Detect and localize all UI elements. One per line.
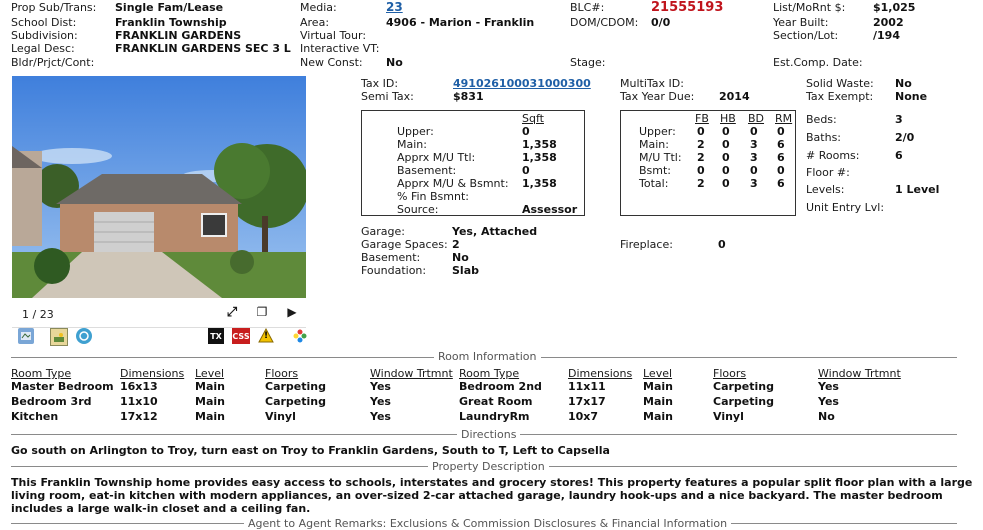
media-link[interactable]: 23	[386, 0, 403, 14]
year-built-label: Year Built:	[773, 16, 829, 29]
prop-sub-label: Prop Sub/Trans:	[11, 1, 97, 14]
sqft-mu-total-label: Apprx M/U Ttl:	[397, 151, 476, 164]
room-right-1-window: Yes	[818, 395, 839, 408]
room-left-0-window: Yes	[370, 380, 391, 393]
tx-icon[interactable]: TX	[208, 328, 224, 344]
room-right-2-window: No	[818, 410, 835, 423]
photo-icon-glyph	[53, 331, 65, 343]
room-left-2-dim: 17x12	[120, 410, 158, 423]
sqft-upper-value: 0	[522, 125, 530, 138]
room-left-1-type: Bedroom 3rd	[11, 395, 92, 408]
media-label: Media:	[300, 1, 337, 14]
room-left-1-window: Yes	[370, 395, 391, 408]
legal-value: FRANKLIN GARDENS SEC 3 L	[115, 42, 291, 55]
copy-icon[interactable]: ❐	[256, 305, 268, 319]
stage-label: Stage:	[570, 56, 606, 69]
garage-value: Yes, Attached	[452, 225, 538, 238]
legal-label: Legal Desc:	[11, 42, 75, 55]
grid-bsmt-bd: 0	[750, 164, 758, 177]
rooms-left-header-dim: Dimensions	[120, 367, 185, 380]
sqft-header: Sqft	[522, 112, 544, 125]
tax-id-link[interactable]: 491026100031000300	[453, 77, 591, 90]
room-right-0-window: Yes	[818, 380, 839, 393]
room-info-title: Room Information	[434, 350, 541, 363]
expand-icon[interactable]: ⤢	[226, 304, 238, 320]
grid-header-fb: FB	[695, 112, 709, 125]
grid-upper-bd: 0	[750, 125, 758, 138]
baths-label: Baths:	[806, 131, 842, 144]
sqft-source-value: Assessor	[522, 203, 578, 216]
area-value: 4906 - Marion - Franklin	[386, 16, 535, 29]
sqft-mu-bsmt-label: Apprx M/U & Bsmnt:	[397, 177, 509, 190]
tax-exempt-label: Tax Exempt:	[806, 90, 874, 103]
grid-main-hb: 0	[722, 138, 730, 151]
floor-label: Floor #:	[806, 166, 850, 179]
rooms-right-header-level: Level	[643, 367, 673, 380]
prop-sub-value: Single Fam/Lease	[115, 1, 224, 14]
rooms-right-header-dim: Dimensions	[568, 367, 633, 380]
sqft-basement-label: Basement:	[397, 164, 457, 177]
sqft-main-label: Main:	[397, 138, 427, 151]
grid-upper-fb: 0	[697, 125, 705, 138]
rooms-value: 6	[895, 149, 903, 162]
grid-total-label: Total:	[639, 177, 669, 190]
grid-bsmt-label: Bsmt:	[639, 164, 672, 177]
room-right-0-level: Main	[643, 380, 673, 393]
grid-bsmt-hb: 0	[722, 164, 730, 177]
semi-tax-label: Semi Tax:	[361, 90, 414, 103]
sqft-upper-label: Upper:	[397, 125, 434, 138]
new-const-label: New Const:	[300, 56, 363, 69]
room-left-2-level: Main	[195, 410, 225, 423]
rooms-left-header-window: Window Trtmnt	[370, 367, 453, 380]
levels-value: 1 Level	[895, 183, 940, 196]
grid-mu-rm: 6	[777, 151, 785, 164]
garage-spaces-value: 2	[452, 238, 460, 251]
grid-header-bd: BD	[748, 112, 765, 125]
house-photo-image	[12, 76, 306, 298]
dom-value: 0/0	[651, 16, 671, 29]
unit-entry-label: Unit Entry Lvl:	[806, 201, 885, 214]
rooms-right-header-floors: Floors	[713, 367, 747, 380]
room-left-2-floors: Vinyl	[265, 410, 296, 423]
agent-remarks-title: Agent to Agent Remarks: Exclusions & Commission Disclosures & Financial Information	[244, 517, 731, 530]
room-right-0-dim: 11x11	[568, 380, 606, 393]
room-right-1-dim: 17x17	[568, 395, 606, 408]
grid-header-rm: RM	[775, 112, 793, 125]
est-comp-label: Est.Comp. Date:	[773, 56, 863, 69]
grid-main-fb: 2	[697, 138, 705, 151]
school-label: School Dist:	[11, 16, 77, 29]
rooms-left-header-floors: Floors	[265, 367, 299, 380]
blc-label: BLC#:	[570, 1, 605, 14]
room-right-2-floors: Vinyl	[713, 410, 744, 423]
solid-waste-label: Solid Waste:	[806, 77, 874, 90]
interactive-vt-label: Interactive VT:	[300, 42, 380, 55]
photo-counter: 1 / 23	[22, 308, 54, 321]
rooms-label: # Rooms:	[806, 149, 860, 162]
rooms-right-header-window: Window Trtmnt	[818, 367, 901, 380]
css-icon[interactable]: CSS	[232, 328, 250, 344]
list-price-value: $1,025	[873, 1, 916, 14]
section-lot-value: /194	[873, 29, 900, 42]
grid-upper-rm: 0	[777, 125, 785, 138]
room-right-1-level: Main	[643, 395, 673, 408]
basement-label: Basement:	[361, 251, 421, 264]
grid-main-label: Main:	[639, 138, 669, 151]
apps-icon-glyph	[293, 329, 307, 343]
beds-value: 3	[895, 113, 903, 126]
foundation-label: Foundation:	[361, 264, 427, 277]
grid-bsmt-rm: 0	[777, 164, 785, 177]
apps-icon[interactable]	[292, 328, 308, 344]
solid-waste-value: No	[895, 77, 912, 90]
grid-mu-fb: 2	[697, 151, 705, 164]
sqft-mu-total-value: 1,358	[522, 151, 557, 164]
dom-label: DOM/CDOM:	[570, 16, 639, 29]
grid-total-bd: 3	[750, 177, 758, 190]
sqft-mu-bsmt-value: 1,358	[522, 177, 557, 190]
warning-icon[interactable]	[258, 327, 274, 344]
sqft-box	[361, 110, 585, 216]
year-built-value: 2002	[873, 16, 904, 29]
list-price-label: List/MoRnt $:	[773, 1, 846, 14]
sqft-basement-value: 0	[522, 164, 530, 177]
subdivision-label: Subdivision:	[11, 29, 78, 42]
map-icon-glyph	[20, 330, 32, 342]
sqft-main-value: 1,358	[522, 138, 557, 151]
foundation-value: Slab	[452, 264, 479, 277]
semi-tax-value: $831	[453, 90, 484, 103]
room-left-0-dim: 16x13	[120, 380, 158, 393]
photo-icon[interactable]	[50, 328, 68, 346]
grid-total-fb: 2	[697, 177, 705, 190]
garage-spaces-label: Garage Spaces:	[361, 238, 448, 251]
refresh-icon-glyph	[78, 330, 90, 342]
room-left-1-level: Main	[195, 395, 225, 408]
next-arrow-icon[interactable]: ▶	[287, 305, 297, 319]
room-left-2-type: Kitchen	[11, 410, 59, 423]
rooms-left-header-type: Room Type	[11, 367, 72, 380]
tax-year-value: 2014	[719, 90, 750, 103]
room-left-1-floors: Carpeting	[265, 395, 326, 408]
grid-main-bd: 3	[750, 138, 758, 151]
grid-mu-bd: 3	[750, 151, 758, 164]
description-line-3: includes a large walk-in closet and a ceiling fan.	[11, 502, 311, 515]
baths-value: 2/0	[895, 131, 915, 144]
room-count-box	[620, 110, 796, 216]
garage-label: Garage:	[361, 225, 405, 238]
grid-mu-label: M/U Ttl:	[639, 151, 682, 164]
beds-label: Beds:	[806, 113, 837, 126]
listing-photo[interactable]	[12, 76, 306, 298]
sqft-source-label: Source:	[397, 203, 439, 216]
grid-header-hb: HB	[720, 112, 736, 125]
section-lot-label: Section/Lot:	[773, 29, 839, 42]
room-right-1-type: Great Room	[459, 395, 533, 408]
room-right-2-level: Main	[643, 410, 673, 423]
warning-mark: !	[264, 331, 269, 341]
levels-label: Levels:	[806, 183, 845, 196]
grid-upper-label: Upper:	[639, 125, 676, 138]
grid-bsmt-fb: 0	[697, 164, 705, 177]
directions-title: Directions	[457, 428, 520, 441]
room-left-1-dim: 11x10	[120, 395, 158, 408]
grid-main-rm: 6	[777, 138, 785, 151]
room-right-0-floors: Carpeting	[713, 380, 774, 393]
virtual-tour-label: Virtual Tour:	[300, 29, 367, 42]
school-value: Franklin Township	[115, 16, 227, 29]
builder-label: Bldr/Prjct/Cont:	[11, 56, 95, 69]
new-const-value: No	[386, 56, 403, 69]
grid-mu-hb: 0	[722, 151, 730, 164]
fireplace-value: 0	[718, 238, 726, 251]
rooms-left-header-level: Level	[195, 367, 225, 380]
refresh-icon[interactable]	[76, 328, 92, 344]
tax-exempt-value: None	[895, 90, 928, 103]
description-line-1: This Franklin Township home provides easy access to schools, interstates and grocery stores! This property features a popular split floor plan with a large	[11, 476, 973, 489]
map-icon[interactable]	[18, 328, 34, 344]
fireplace-label: Fireplace:	[620, 238, 673, 251]
tax-id-label: Tax ID:	[361, 77, 399, 90]
rooms-right-header-type: Room Type	[459, 367, 520, 380]
room-left-2-window: Yes	[370, 410, 391, 423]
sqft-fin-bsmt-label: % Fin Bsmnt:	[397, 190, 469, 203]
room-left-0-type: Master Bedroom	[11, 380, 114, 393]
blc-number: 21555193	[651, 0, 724, 15]
room-right-0-type: Bedroom 2nd	[459, 380, 542, 393]
multitax-label: MultiTax ID:	[620, 77, 684, 90]
directions-text: Go south on Arlington to Troy, turn east on Troy to Franklin Gardens, South to T, Left to Capsella	[11, 444, 610, 457]
photo-toolbar	[12, 298, 306, 328]
basement-value: No	[452, 251, 469, 264]
tax-year-label: Tax Year Due:	[620, 90, 695, 103]
description-title: Property Description	[428, 460, 549, 473]
room-left-0-floors: Carpeting	[265, 380, 326, 393]
room-left-0-level: Main	[195, 380, 225, 393]
grid-total-hb: 0	[722, 177, 730, 190]
description-line-2: living room, eat-in kitchen with modern appliances, an over-sized 2-car attached garage, laundry hook-ups and a nice backyard. The master bedroom	[11, 489, 943, 502]
grid-upper-hb: 0	[722, 125, 730, 138]
room-right-2-dim: 10x7	[568, 410, 599, 423]
room-right-2-type: LaundryRm	[459, 410, 530, 423]
grid-total-rm: 6	[777, 177, 785, 190]
subdivision-value: FRANKLIN GARDENS	[115, 29, 242, 42]
room-right-1-floors: Carpeting	[713, 395, 774, 408]
area-label: Area:	[300, 16, 330, 29]
